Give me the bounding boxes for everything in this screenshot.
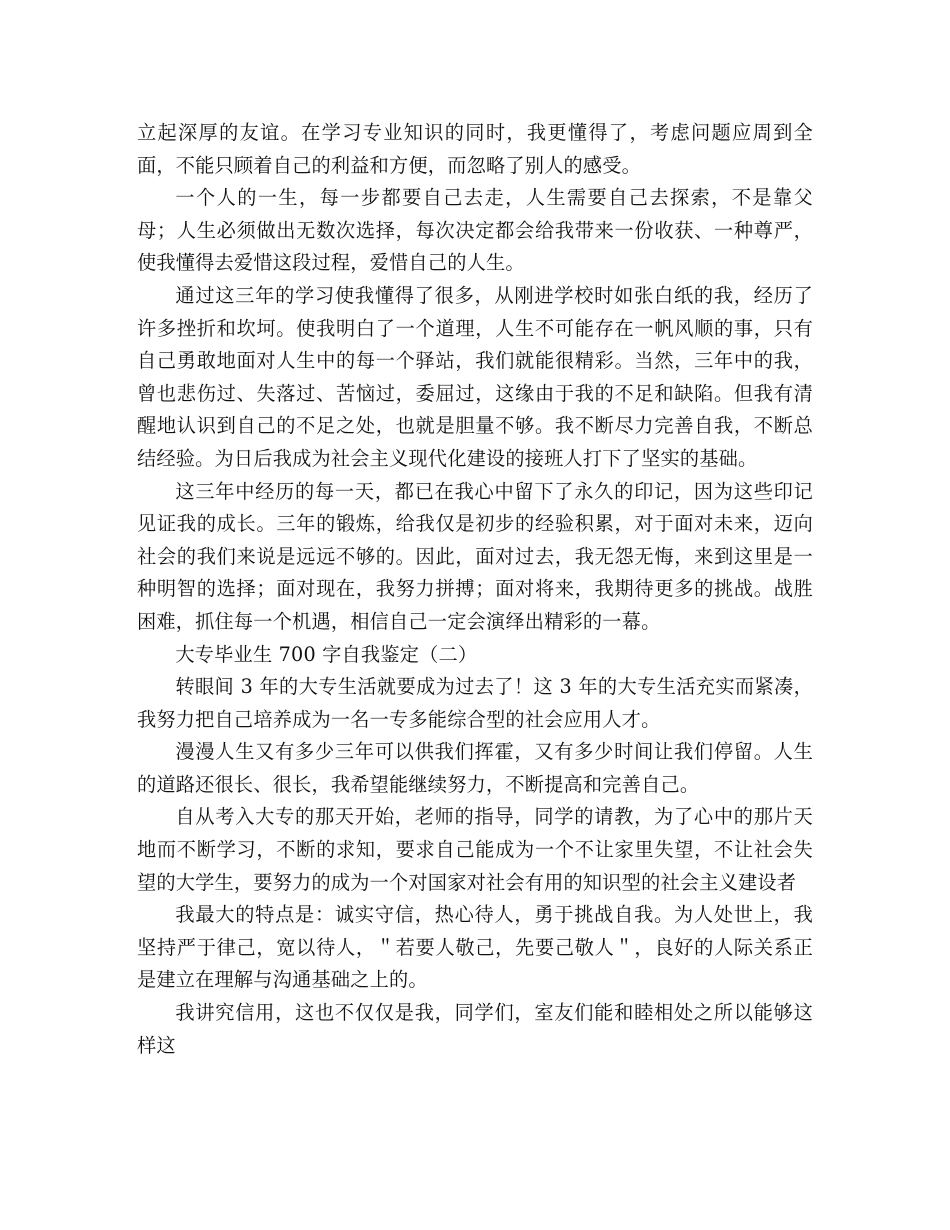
- paragraph: 这三年中经历的每一天，都已在我心中留下了永久的印记，因为这些印记见证我的成长。三年的锻炼，给我仅是初步的经验积累，对于面对未来，迈向社会的我们来说是远远不够的。因此，面对过去，我无怨无悔，来到这里是一种明智的选择；面对现在，我努力拼搏；面对将来，我期待更多的挑战。战胜困难，抓住每一个机遇，相信自己一定会演绎出精彩的一幕。: [137, 479, 813, 633]
- paragraph: 自从考入大专的那天开始，老师的指导，同学的请教，为了心中的那片天地而不断学习，不断的求知，要求自己能成为一个不让家里失望，不让社会失望的大学生，要努力的成为一个对国家对社会有用的知识型的社会主义建设者: [137, 805, 813, 894]
- paragraph: 一个人的一生，每一步都要自己去走，人生需要自己去探索，不是靠父母；人生必须做出无数次选择，每次决定都会给我带来一份收获、一种尊严，使我懂得去爱惜这段过程，爱惜自己的人生。: [137, 186, 813, 275]
- paragraph-continued: 立起深厚的友谊。在学习专业知识的同时，我更懂得了，考虑问题应周到全面，不能只顾着自己的利益和方便，而忽略了别人的感受。: [137, 121, 813, 177]
- paragraph: 转眼间 3 年的大专生活就要成为过去了！这 3 年的大专生活充实而紧凑，我努力把自己培养成为一名一专多能综合型的社会应用人才。: [137, 675, 813, 731]
- paragraph: 漫漫人生又有多少三年可以供我们挥霍，又有多少时间让我们停留。人生的道路还很长、很长，我希望能继续努力，不断提高和完善自己。: [137, 740, 813, 796]
- paragraph: 我最大的特点是：诚实守信，热心待人，勇于挑战自我。为人处世上，我坚持严于律己，宽以待人，＂若要人敬己，先要己敬人＂，良好的人际关系正是建立在理解与沟通基础之上的。: [137, 903, 813, 992]
- paragraph: 通过这三年的学习使我懂得了很多，从刚进学校时如张白纸的我，经历了许多挫折和坎坷。使我明白了一个道理，人生不可能存在一帆风顺的事，只有自己勇敢地面对人生中的每一个驿站，我们就能很精彩。当然，三年中的我，曾也悲伤过、失落过、苦恼过，委屈过，这缘由于我的不足和缺陷。但我有清醒地认识到自己的不足之处，也就是胆量不够。我不断尽力完善自我，不断总结经验。为日后我成为社会主义现代化建设的接班人打下了坚实的基础。: [137, 283, 813, 470]
- section-heading: 大专毕业生 700 字自我鉴定（二）: [175, 642, 478, 666]
- paragraph-truncated: 我讲究信用，这也不仅仅是我，同学们，室友们能和睦相处之所以能够这样这: [137, 1001, 813, 1057]
- document-body: [137, 117, 813, 1062]
